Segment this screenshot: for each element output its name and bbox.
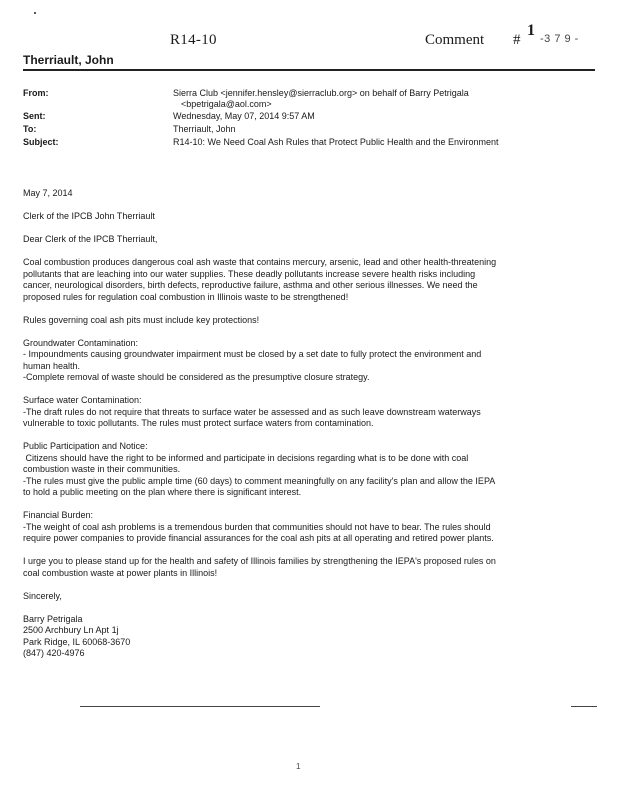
comment-number-suffix: -3 7 9 - xyxy=(540,33,579,45)
surface-line: -The draft rules do not require that threats to surface water be assessed and as such leave downstream waterways xyxy=(23,406,481,417)
public-line: Citizens should have the right to be informed and participate in decisions regarding what is to be done with coal xyxy=(23,452,469,463)
from-value-line1: Sierra Club <jennifer.hensley@sierraclub.org> on behalf of Barry Petrigala xyxy=(173,88,469,98)
groundwater-line: human health. xyxy=(23,360,81,371)
financial-line: require power companies to provide financial assurances for the coal ash pits at all operating and retired power plants. xyxy=(23,533,494,543)
groundwater-line: -Complete removal of waste should be considered as the presumptive closure strategy. xyxy=(23,372,370,382)
phone-number: (847) 420-4976 xyxy=(23,648,85,658)
recipient-name: Therriault, John xyxy=(23,53,114,67)
sent-value: Wednesday, May 07, 2014 9:57 AM xyxy=(173,111,315,121)
subject-label: Subject: xyxy=(23,137,59,147)
public-line: to hold a public meeting on the plan where there is significant interest. xyxy=(23,487,302,497)
intro-line: pollutants that are leaching into our water supplies. These deadly pollutants increase severe health risks including xyxy=(23,268,476,279)
letter-body xyxy=(23,188,573,660)
closing-line: coal combustion waste at power plants in Illinois! xyxy=(23,567,218,578)
signer-name: Barry Petrigala xyxy=(23,613,83,624)
comment-number-handwritten: 1 xyxy=(527,22,535,39)
address-line1: 2500 Archbury Ln Apt 1j xyxy=(23,625,119,635)
header-divider xyxy=(23,69,595,71)
to-value: Therriault, John xyxy=(173,124,236,134)
from-label: From: xyxy=(23,88,49,98)
intro-line: cancer, neurological disorders, birth defects, reproductive failure, asthma and other serious illnesses. We need the xyxy=(23,280,478,290)
surface-line: vulnerable to toxic pollutants. The rules must protect surface waters from contamination. xyxy=(23,418,374,428)
scan-line-mark xyxy=(80,706,320,707)
address-line2: Park Ridge, IL 60068-3670 xyxy=(23,636,131,647)
public-line: combustion waste in their communities. xyxy=(23,464,181,474)
comment-label: Comment xyxy=(425,32,485,48)
intro-line: proposed rules for regulation coal combustion in Illinois waste to be strengthened! xyxy=(23,291,349,302)
public-heading: Public Participation and Notice: xyxy=(23,441,148,451)
scan-speck xyxy=(34,12,36,14)
comment-hash: # xyxy=(513,32,521,48)
financial-line: -The weight of coal ash problems is a tremendous burden that communities should not have to bear. The rules should xyxy=(23,521,491,532)
scan-line-mark-right xyxy=(571,706,597,707)
docket-number: R14-10 xyxy=(170,32,217,48)
page-number: 1 xyxy=(296,762,301,771)
letter-date: May 7, 2014 xyxy=(23,188,73,198)
letter-salutation: Dear Clerk of the IPCB Therriault, xyxy=(23,234,158,244)
subject-value: R14-10: We Need Coal Ash Rules that Protect Public Health and the Environment xyxy=(173,137,499,147)
closing-line: I urge you to please stand up for the health and safety of Illinois families by strengthening the IEPA's proposed rules on xyxy=(23,556,496,566)
sent-label: Sent: xyxy=(23,111,46,121)
surface-heading: Surface water Contamination: xyxy=(23,395,142,405)
protections-line: Rules governing coal ash pits must include key protections! xyxy=(23,314,260,325)
public-line: -The rules must give the public ample time (60 days) to comment meaningfully on any facility's plan and allow the IEPA xyxy=(23,475,496,486)
groundwater-line: - Impoundments causing groundwater impairment must be closed by a set date to fully protect the environment and xyxy=(23,349,482,359)
from-value-line2: <bpetrigala@aol.com> xyxy=(181,99,272,109)
groundwater-heading: Groundwater Contamination: xyxy=(23,337,139,348)
financial-heading: Financial Burden: xyxy=(23,510,94,520)
to-label: To: xyxy=(23,124,37,134)
intro-line: Coal combustion produces dangerous coal ash waste that contains mercury, arsenic, lead and other health-threatening xyxy=(23,257,497,267)
sign-off: Sincerely, xyxy=(23,590,62,601)
letter-addressee: Clerk of the IPCB John Therriault xyxy=(23,211,155,221)
